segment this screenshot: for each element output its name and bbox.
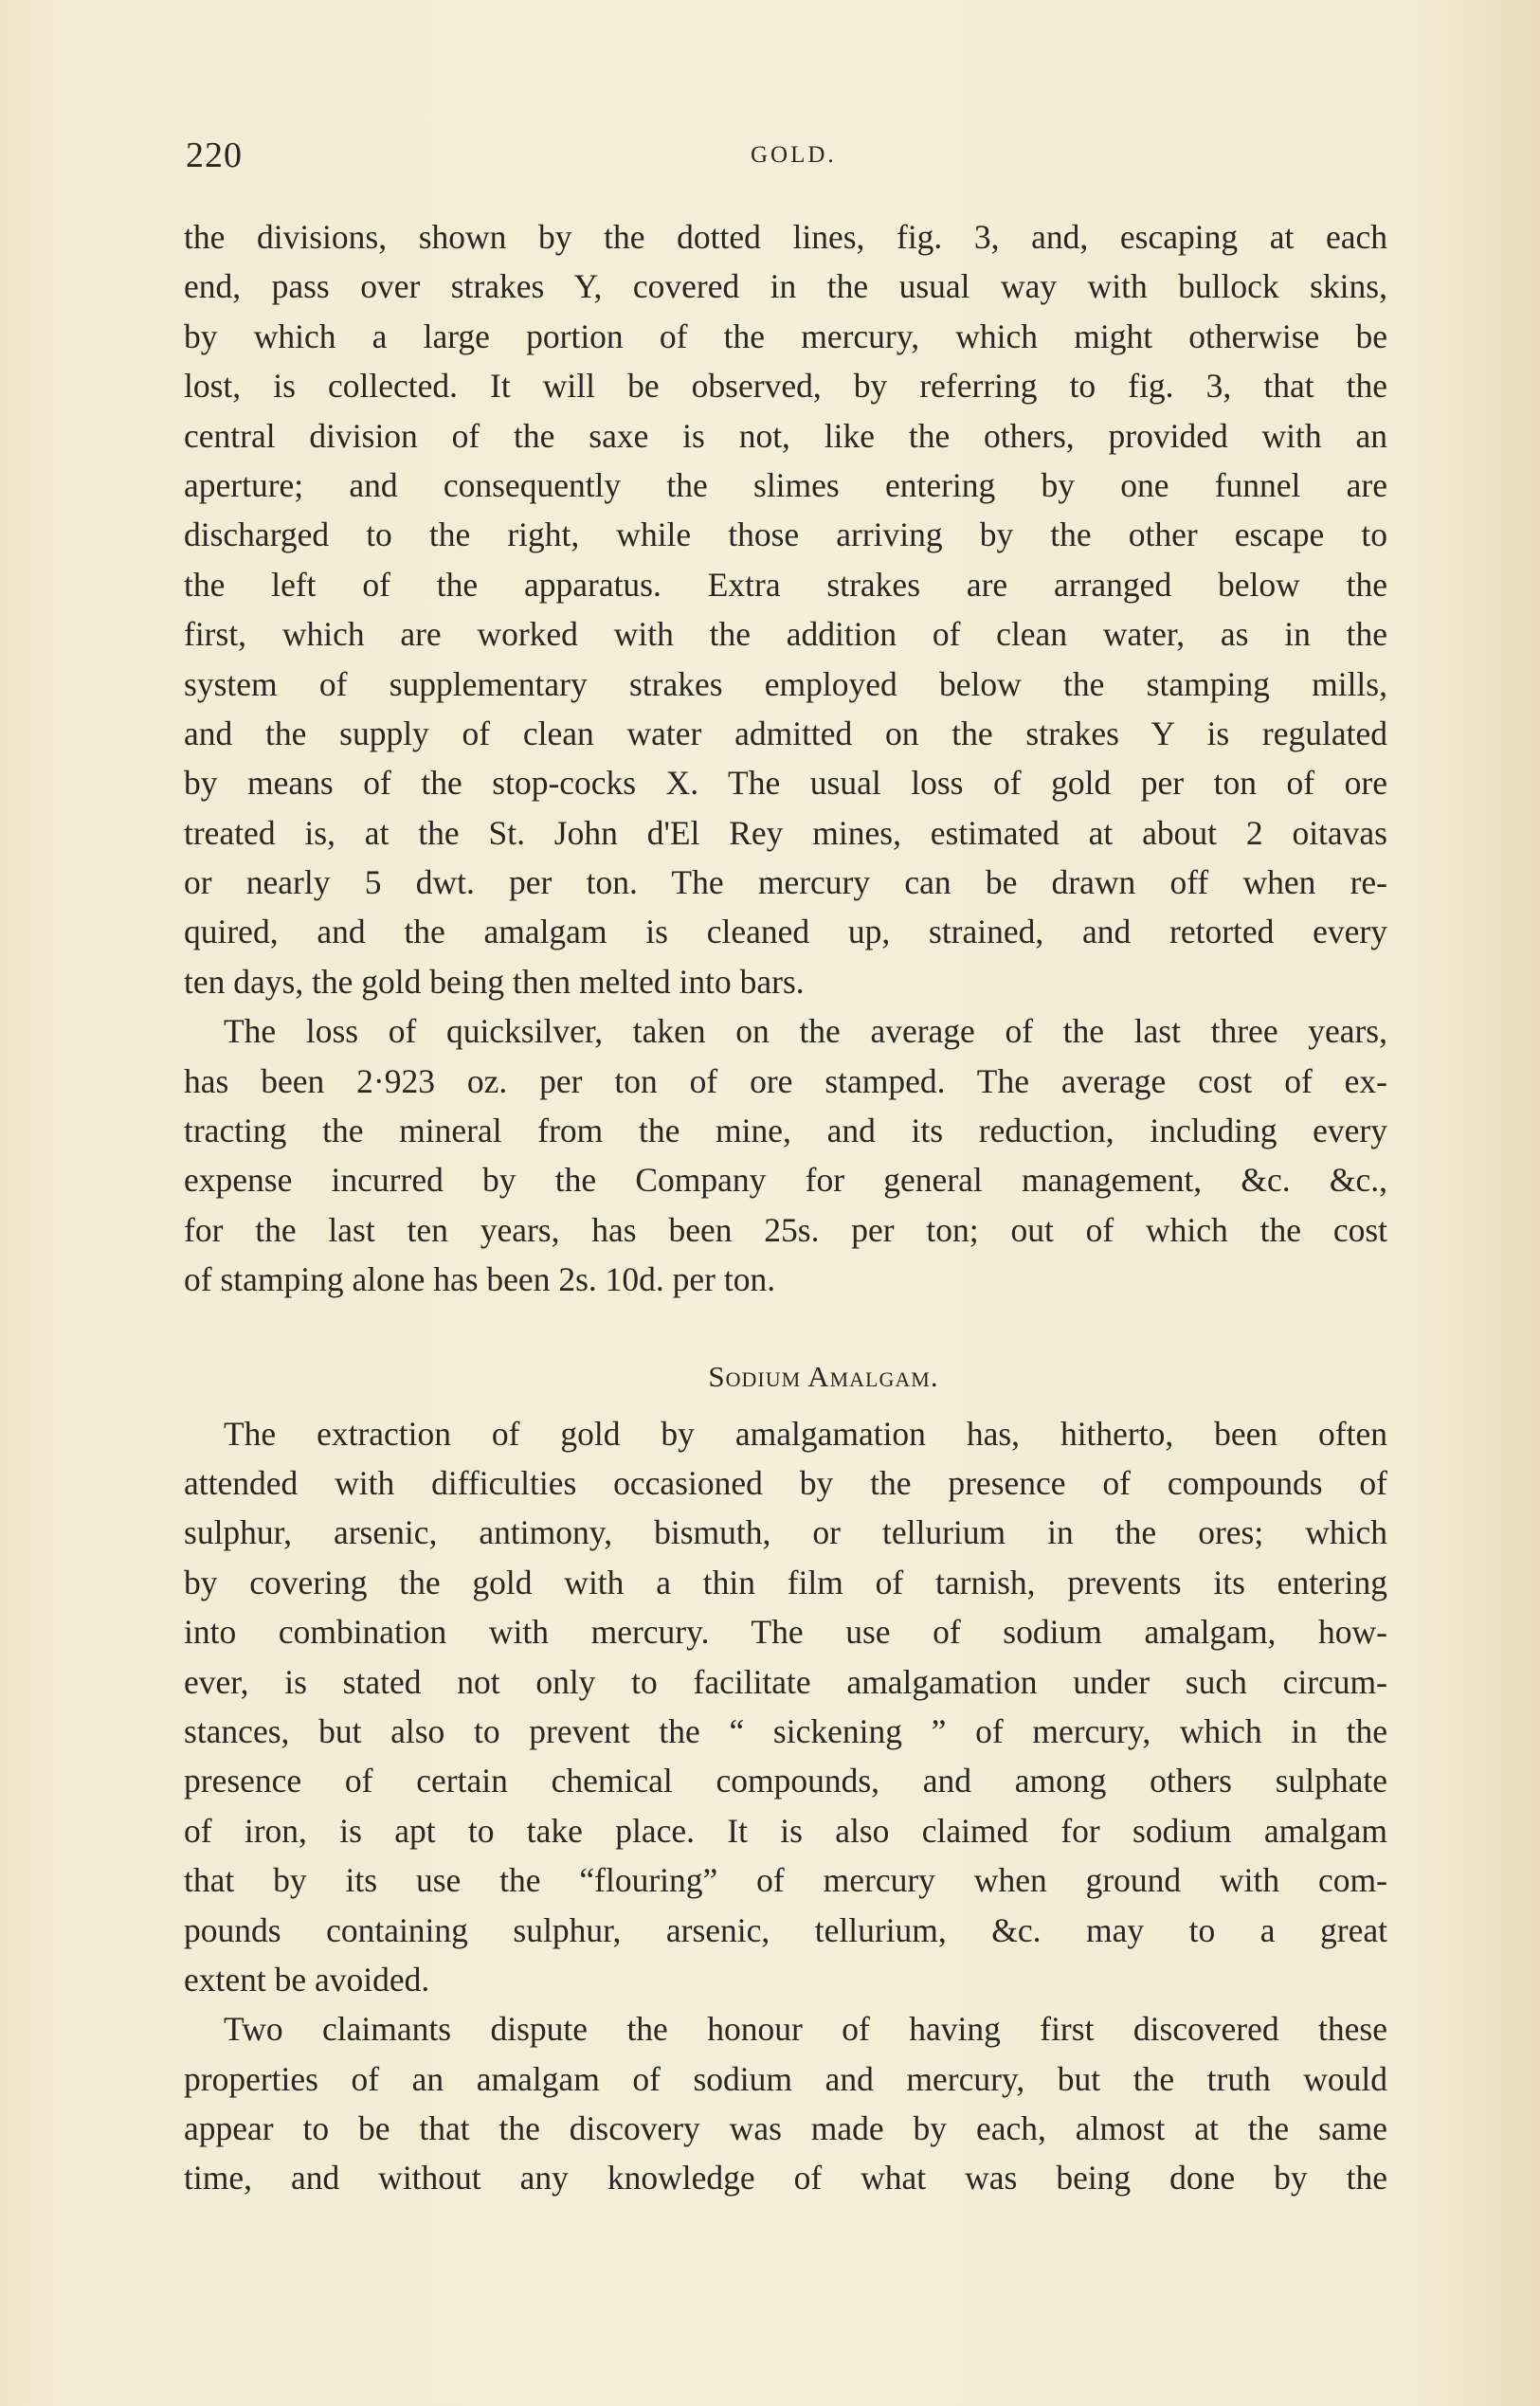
paragraph-sodium-amalgam bbox=[184, 1409, 1387, 2005]
text-line: attended with difficulties occasioned by the presence of compounds of bbox=[184, 1463, 1387, 1502]
text-line: system of supplementary strakes employed below the stamping mills, bbox=[184, 664, 1387, 703]
text-line: tracting the mineral from the mine, and its reduction, including every bbox=[184, 1112, 1387, 1150]
text-line: the left of the apparatus. Extra strakes are arranged below the bbox=[184, 565, 1387, 604]
text-line: ever, is stated not only to facilitate amalgamation under such circum- bbox=[184, 1662, 1387, 1701]
text-line: The extraction of gold by amalgamation has, hitherto, been often bbox=[224, 1414, 1387, 1453]
text-line: pounds containing sulphur, arsenic, tellurium, &c. may to a great bbox=[184, 1910, 1387, 1949]
text-line: has been 2·923 oz. per ton of ore stamped. The average cost of ex- bbox=[184, 1061, 1387, 1100]
text-line: sulphur, arsenic, antimony, bismuth, or tellurium in the ores; which bbox=[184, 1513, 1387, 1552]
running-head bbox=[186, 135, 1361, 182]
text-line: stances, but also to prevent the “ sickening ” of mercury, which in the bbox=[184, 1711, 1387, 1750]
running-title: GOLD. bbox=[751, 142, 837, 168]
text-line: central division of the saxe is not, like the others, provided with an bbox=[184, 416, 1387, 455]
text-line: for the last ten years, has been 25s. per ton; out of which the cost bbox=[184, 1210, 1387, 1249]
text-line: time, and without any knowledge of what was being done by the bbox=[184, 2159, 1387, 2198]
text-line: by covering the gold with a thin film of tarnish, prevents its entering bbox=[184, 1563, 1387, 1601]
body-text bbox=[184, 212, 1387, 2203]
text-line: the divisions, shown by the dotted lines, fig. 3, and, escaping at each bbox=[184, 218, 1387, 256]
text-line: aperture; and consequently the slimes entering by one funnel are bbox=[184, 465, 1387, 504]
text-line: treated is, at the St. John d'El Rey mines, estimated at about 2 oitavas bbox=[184, 813, 1387, 852]
text-line: extent be avoided. bbox=[184, 1960, 430, 1999]
text-line: into combination with mercury. The use of sodium amalgam, how- bbox=[184, 1613, 1387, 1652]
text-line: properties of an amalgam of sodium and mercury, but the truth would bbox=[184, 2059, 1387, 2098]
text-line: or nearly 5 dwt. per ton. The mercury can be drawn off when re- bbox=[184, 863, 1387, 902]
text-line: and the supply of clean water admitted on the strakes Y is regulated bbox=[184, 714, 1387, 752]
text-line: of stamping alone has been 2s. 10d. per ton. bbox=[184, 1260, 776, 1299]
text-line: of iron, is apt to take place. It is also claimed for sodium amalgam bbox=[184, 1811, 1387, 1850]
text-line: by means of the stop-cocks X. The usual loss of gold per ton of ore bbox=[184, 764, 1387, 803]
text-line: by which a large portion of the mercury, which might otherwise be bbox=[184, 317, 1387, 355]
paragraph-claimants bbox=[184, 2004, 1387, 2203]
text-line: expense incurred by the Company for general management, &c. &c., bbox=[184, 1161, 1387, 1200]
text-line: discharged to the right, while those arriving by the other escape to bbox=[184, 516, 1387, 554]
text-line: that by its use the “flouring” of mercury when ground with com- bbox=[184, 1861, 1387, 1900]
page-number: 220 bbox=[186, 136, 243, 175]
paragraph-continued bbox=[184, 212, 1387, 1006]
section-gap bbox=[184, 1305, 1387, 1352]
text-line: end, pass over strakes Y, covered in the usual way with bullock skins, bbox=[184, 267, 1387, 306]
text-line: ten days, the gold being then melted into bars. bbox=[184, 962, 805, 1001]
text-line: Two claimants dispute the honour of having first discovered these bbox=[224, 2010, 1387, 2049]
text-line: first, which are worked with the addition of clean water, as in the bbox=[184, 615, 1387, 654]
paragraph-quicksilver-loss bbox=[184, 1006, 1387, 1304]
section-heading: Sodium Amalgam. bbox=[708, 1359, 939, 1393]
text-line: presence of certain chemical compounds, and among others sulphate bbox=[184, 1762, 1387, 1800]
text-line: The loss of quicksilver, taken on the average of the last three years, bbox=[224, 1012, 1387, 1051]
text-line: appear to be that the discovery was made by each, almost at the same bbox=[184, 2109, 1387, 2148]
text-line: lost, is collected. It will be observed, by referring to fig. 3, that the bbox=[184, 367, 1387, 406]
text-line: quired, and the amalgam is cleaned up, strained, and retorted every bbox=[184, 913, 1387, 951]
